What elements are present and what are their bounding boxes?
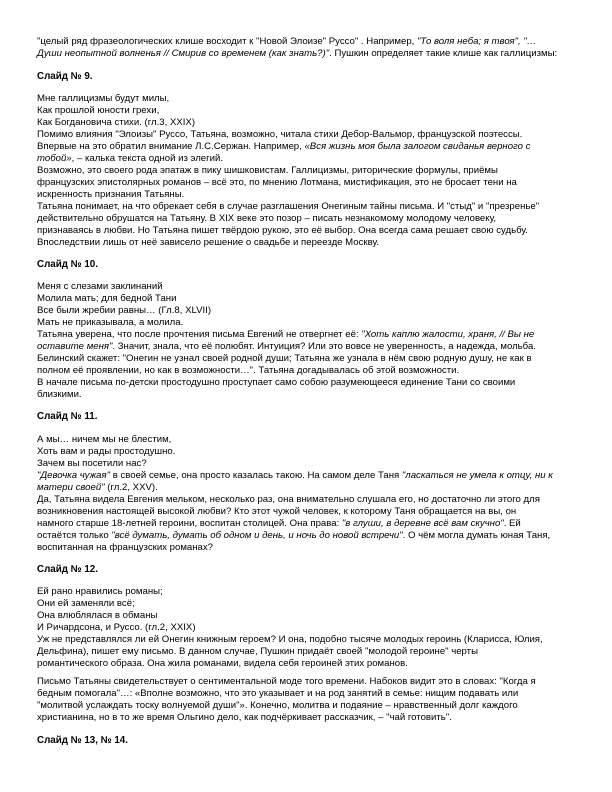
italic-quote: оставите меня" <box>37 341 113 352</box>
text-segment: Впервые на это обратил внимание Л.С.Сержан. Например, <box>37 141 305 152</box>
text-line <box>37 201 539 213</box>
text-segment: Возможно, это своего рода эпатаж в пику шишковистам. Галлицизмы, риторические формулы, приёмы <box>37 165 498 176</box>
text-line <box>37 213 496 225</box>
text-segment: Белинский скажет: "Онегин не узнал своей родной души; Татьяна же узнала в нём свою родную душу, не как в <box>37 353 532 364</box>
text-segment: Слайд № 11. <box>37 411 98 422</box>
text-line <box>37 676 536 688</box>
text-segment: бедным помогала"…: «Вполне возможно, что это указывает и на род занятий в семье: нищим подавать или <box>37 688 519 699</box>
text-segment: Помимо влияния "Элоизы" Руссо, Татьяна, возможно, читала стихи Дебор-Вальмор, французской поэтессы. <box>37 129 523 140</box>
text-line <box>37 389 82 401</box>
text-segment: Мне галлицизмы будут милы, <box>37 93 170 104</box>
text-line <box>37 610 157 622</box>
text-line <box>37 36 536 48</box>
text-segment: воспитанная на французских романах? <box>37 542 214 553</box>
text-segment: Уж не представлялся ли ей Онегин книжным героем? И она, подобно тысяче молодых героинь (Кларисса, Юлия, <box>37 634 543 645</box>
text-segment: В начале письма по-детски простодушно проступает само собою разумеющееся единение Тани со своими <box>37 377 516 388</box>
text-segment: Слайд № 10. <box>37 259 98 270</box>
text-line <box>37 530 550 542</box>
text-segment: Письмо Татьяны свидетельствует о сентиментальной моде того времени. Набоков видит это в словах: "Когда я <box>37 676 536 687</box>
text-segment: остаётся только <box>37 530 112 541</box>
text-segment: . Значит, знала, что её полюбят. Интуиция? Или это вовсе не уверенность, а надежда, мольба. <box>112 341 536 352</box>
text-line <box>37 688 518 700</box>
text-segment: Мать не приказывала, а молила. <box>37 317 184 328</box>
text-segment: близкими. <box>37 389 82 400</box>
italic-quote: "ласкаться не умела к отцу, ни к <box>401 470 553 481</box>
text-line <box>37 341 536 353</box>
text-line <box>37 365 459 377</box>
text-segment: возникновения настоящей высокой любви? Кто этот чужой человек, к которому Таня обращается на вы, он <box>37 506 517 517</box>
text-line <box>37 646 478 658</box>
text-line <box>37 293 176 305</box>
text-segment: Ей рано нравились романы; <box>37 586 163 597</box>
italic-quote: «Вся жизнь моя была залогом свиданья верного с <box>304 141 531 152</box>
text-line <box>37 377 515 389</box>
text-line <box>37 458 147 470</box>
text-segment: . Ей <box>503 518 521 529</box>
text-line <box>37 434 171 446</box>
italic-quote: "То воля неба; я твоя", "… <box>417 36 537 47</box>
text-segment: Слайд № 12. <box>37 564 98 575</box>
italic-quote: "всё думать, думать об одном и день, и ночь до новой встречи" <box>111 530 403 541</box>
text-segment: Зачем вы посетили нас? <box>37 458 147 469</box>
slide-heading <box>37 259 98 271</box>
text-segment: . О чём могла думать юная Таня, <box>402 530 551 541</box>
text-line <box>37 225 528 237</box>
text-segment: Татьяна понимает, на что обрекает себя в случае разглашения Онегиным тайны письма. И "стыд" и "презренье" <box>37 201 540 212</box>
text-line <box>37 700 518 712</box>
text-segment: Все были жребии равны… (Гл.8, XLVII) <box>37 305 212 316</box>
slide-heading <box>37 564 98 576</box>
italic-quote: матери своей" <box>37 482 105 493</box>
text-segment: Слайд № 9. <box>37 71 93 82</box>
text-segment: Как Богдановича стихи. (гл.3, XXIX) <box>37 117 196 128</box>
slide-heading <box>37 411 97 423</box>
text-line <box>37 117 195 129</box>
text-line <box>37 586 163 598</box>
italic-quote: "Девочка чужая" <box>37 470 111 481</box>
text-line <box>37 165 498 177</box>
text-line <box>37 153 223 165</box>
text-segment: действительно обрушатся на Татьяну. В XIX веке это позор – писать незнакомому молодому человеку, <box>37 213 497 224</box>
slide-heading <box>37 71 93 83</box>
text-segment: А мы… ничем мы не блестим, <box>37 434 172 445</box>
text-line <box>37 48 557 60</box>
text-segment: . Пушкин определяет такие клише как галлицизмы: <box>329 48 558 59</box>
text-segment: Как прошлой юности грехи, <box>37 105 160 116</box>
text-segment: (гл.2, XXV). <box>104 482 158 493</box>
text-segment: "целый ряд фразеологических клише восходит к "Новой Элоизе" Руссо" . Например, <box>37 36 418 47</box>
text-segment: Татьяна уверена, что после прочтения письма Евгений не отвергнет её: <box>37 329 362 340</box>
text-line <box>37 189 184 201</box>
text-line <box>37 658 408 670</box>
text-segment: Она влюблялася в обманы <box>37 610 158 621</box>
text-segment: Хоть вам и рады простодушно. <box>37 446 176 457</box>
text-line <box>37 305 211 317</box>
italic-quote: тобой» <box>37 153 72 164</box>
text-line <box>37 470 553 482</box>
text-line <box>37 281 163 293</box>
text-segment: полном её проявлении, но как в возможности…". Татьяна догадывалась об этой возможности. <box>37 365 460 376</box>
text-line <box>37 598 135 610</box>
text-segment: И Ричардсона, и Руссо. (гл.2, XXIX) <box>37 622 196 633</box>
italic-quote: "в глуши, в деревне всё вам скучно" <box>341 518 504 529</box>
text-segment: Впоследствии лишь от неё зависело решение о свадьбе и переезде Москву. <box>37 237 379 248</box>
text-line <box>37 634 543 646</box>
text-line <box>37 353 532 365</box>
text-line <box>37 494 540 506</box>
italic-quote: "Хоть каплю жалости, храня, // Вы не <box>361 329 535 340</box>
text-segment: христианина, но в то же время Ольгино дело, как подчёркивает рассказчик, – "чай готовить". <box>37 712 452 723</box>
text-line <box>37 141 530 153</box>
text-segment: "молитвой услаждать тоску волнуемой души"». Конечно, молитва и подаяние – нравственный долг каждого <box>37 700 518 711</box>
text-line <box>37 317 183 329</box>
text-segment: Меня с слезами заклинаний <box>37 281 163 292</box>
text-line <box>37 518 521 530</box>
text-segment: Дельфина), пишет ему письмо. В данном случае, Пушкин придаёт своей "молодой героине" черты <box>37 646 478 657</box>
text-segment: Молила мать; для бедной Тани <box>37 293 177 304</box>
text-line <box>37 237 379 249</box>
text-segment: Да, Татьяна видела Евгения мельком, несколько раз, она внимательно слушала его, но достаточно ли этого для <box>37 494 540 505</box>
text-segment: в своей семье, она просто казалась такою. На самом деле Таня <box>110 470 402 481</box>
text-line <box>37 506 516 518</box>
text-segment: французских эпистолярных романов – всё это, по мнению Лотмана, мистификация, это не бросает тени на <box>37 177 517 188</box>
text-line <box>37 542 213 554</box>
text-line <box>37 482 158 494</box>
text-segment: романтического образа. Она жила романами, видела себя героиней этих романов. <box>37 658 408 669</box>
text-line <box>37 129 522 141</box>
text-segment: Они ей заменяли всё; <box>37 598 135 609</box>
text-line <box>37 622 196 634</box>
slide-heading <box>37 735 128 747</box>
text-segment: намного старше 18-летней героини, воспитан столицей. Она права: <box>37 518 342 529</box>
text-segment: Слайд № 13, № 14. <box>37 735 128 746</box>
italic-quote: Души неопытной волненья // Смирив со временем (как знать?)" <box>37 48 330 59</box>
text-segment: , – калька текста одной из элегий. <box>71 153 224 164</box>
text-line <box>37 93 169 105</box>
text-line <box>37 446 175 458</box>
text-segment: признаваясь в любви. Но Татьяна пишет твёрдою рукою, это её выбор. Она всегда сама решает свою судьбу. <box>37 225 528 236</box>
text-line <box>37 177 517 189</box>
text-segment: искренность признания Татьяны. <box>37 189 185 200</box>
text-line <box>37 712 452 724</box>
text-line <box>37 105 159 117</box>
text-line <box>37 329 534 341</box>
